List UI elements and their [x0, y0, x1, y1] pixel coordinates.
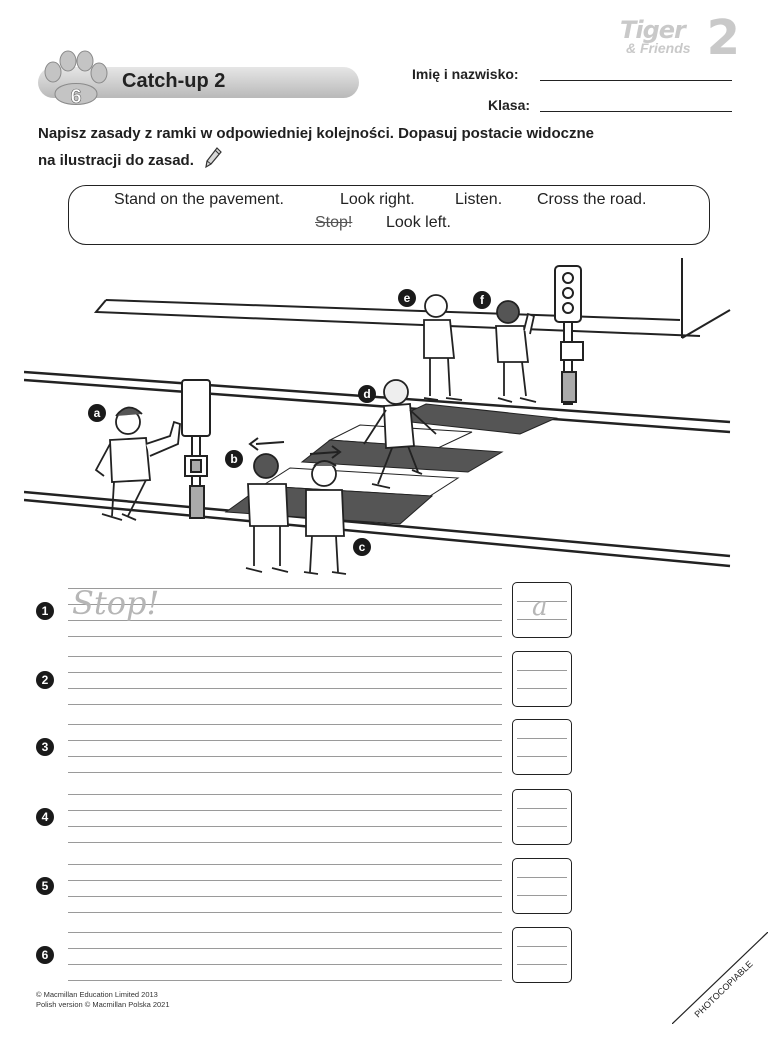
logo-number: 2 — [706, 10, 740, 66]
writing-line[interactable] — [68, 704, 502, 705]
answer-box-5[interactable] — [512, 858, 572, 914]
label-b: b — [230, 452, 238, 466]
writing-line[interactable] — [68, 772, 502, 773]
photocopiable-corner — [672, 932, 768, 1042]
rule-cross-the-road: Cross the road. — [537, 191, 647, 208]
copyright-line-1: © Macmillan Education Limited 2013 — [36, 990, 158, 999]
answer-box-3[interactable] — [512, 719, 572, 775]
character-b-girl-look-left — [246, 438, 288, 572]
photocopiable-label: PHOTOCOPIABLE — [692, 958, 755, 1020]
example-answer-letter: a — [532, 592, 548, 622]
name-label: Imię i nazwisko: — [412, 66, 519, 82]
instruction-line-2 — [38, 147, 728, 174]
label-c: c — [358, 540, 366, 554]
label-a: a — [93, 406, 101, 420]
class-label: Klasa: — [488, 97, 531, 113]
character-e-boy-standing — [424, 295, 462, 400]
crossing-button-post — [182, 380, 210, 518]
example-answer-text: Stop! — [72, 584, 160, 622]
copyright-line-2: Polish version © Macmillan Polska 2021 — [36, 1000, 170, 1009]
instruction-line-2-text: na ilustracji do zasad. — [38, 152, 194, 169]
label-f: f — [480, 293, 484, 307]
answer-box-6[interactable] — [512, 927, 572, 983]
tiger-and-friends-logo — [620, 10, 740, 66]
writing-line[interactable] — [68, 794, 502, 795]
page-title: Catch-up 2 — [122, 70, 226, 92]
writing-line[interactable] — [68, 756, 502, 757]
writing-line[interactable] — [68, 912, 502, 913]
writing-line[interactable] — [68, 672, 502, 673]
class-field[interactable] — [540, 111, 732, 112]
row-number-6: 6 — [36, 946, 54, 964]
writing-line[interactable] — [68, 656, 502, 657]
writing-line[interactable] — [68, 948, 502, 949]
rule-look-left: Look left. — [386, 214, 451, 231]
character-c-boy-look-right — [304, 446, 346, 574]
writing-line[interactable] — [68, 896, 502, 897]
label-e: e — [403, 291, 411, 305]
writing-line[interactable] — [68, 932, 502, 933]
paw-print-icon — [40, 50, 110, 112]
writing-line[interactable] — [68, 740, 502, 741]
writing-line[interactable] — [68, 724, 502, 725]
instruction-line-1: Napisz zasady z ramki w odpowiedniej kolejności. Dopasuj postacie widoczne — [38, 125, 594, 142]
writing-line[interactable] — [68, 842, 502, 843]
traffic-light — [555, 266, 583, 404]
rule-look-right: Look right. — [340, 191, 415, 208]
writing-line[interactable] — [68, 810, 502, 811]
writing-line[interactable] — [68, 826, 502, 827]
writing-line[interactable] — [68, 864, 502, 865]
logo-friends-text: & Friends — [626, 40, 691, 56]
character-f-boy-listening — [496, 301, 536, 402]
writing-line[interactable] — [68, 688, 502, 689]
row-number-1: 1 — [36, 602, 54, 620]
writing-line[interactable] — [68, 880, 502, 881]
rule-stop-crossed-out: Stop! — [315, 214, 353, 231]
answer-box-2[interactable] — [512, 651, 572, 707]
answer-box-4[interactable] — [512, 789, 572, 845]
row-number-3: 3 — [36, 738, 54, 756]
instruction — [38, 121, 728, 174]
label-d: d — [363, 387, 371, 401]
pencil-icon — [204, 147, 222, 169]
road-crossing-illustration — [24, 252, 736, 582]
name-field[interactable] — [540, 80, 732, 81]
writing-line[interactable] — [68, 636, 502, 637]
row-number-5: 5 — [36, 877, 54, 895]
row-number-4: 4 — [36, 808, 54, 826]
rule-listen: Listen. — [455, 191, 503, 208]
writing-line[interactable] — [68, 980, 502, 981]
unit-number: 6 — [70, 86, 82, 108]
rule-stand-on-pavement: Stand on the pavement. — [114, 191, 284, 208]
row-number-2: 2 — [36, 671, 54, 689]
writing-line[interactable] — [68, 964, 502, 965]
logo-tiger-text: Tiger — [620, 16, 685, 44]
